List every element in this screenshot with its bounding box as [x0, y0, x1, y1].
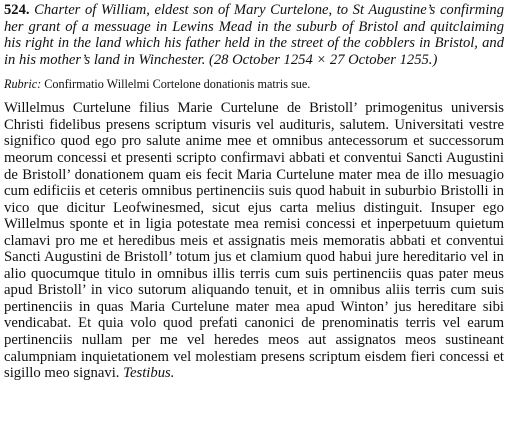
charter-body: Willelmus Curtelune filius Marie Curtelune de Bristoll’ primogenitus universis Christi fidelibus presens scriptum visuris vel audituris, salutem. Universitati vestre significo quod ego pro salute anime mee et omnibus antecessorum et successorum meorum concessi et presenti scripto confirmavi abbati et conventui Sancti Augustini de Bristoll’ donationem quam eis fecit Maria Curtelune mater mea de illo mesuagio cum edificiis et ceteris omnibus pertinenciis suis quod habuit in suburbio Bristolli in vico que dicitur Leofwinesmed, sicut ejus carta melius distinguit. Insuper ego Willelmus sponte et in ligia potestate mea remisi concessi et inperpetuum quietum clamavi pro me et heredibus meis et assignatis meis memoratis abbati et conventui Sancti Augustini de Bristoll’ totum jus et clamium quod habui jure hereditario vel in alio quocumque titulo in omnibus illis terris cum suis pertinenciis quas pater meus apud Bristoll’ in vico sutorum aliquando tenuit, et in omnibus aliis terris cum suis pertinenciis in quas Maria Curtelune mater mea apud Winton’ jus hereditare sibi vendicabat. Et quia volo quod prefati canonici de prenominatis terris vel earum pertinenciis nullam per me vel heredes meos aut assignatos meos sustineant calumpniam inquietationem vel molestiam presens scriptum eisdem fieri concessi et sigillo meo signavi.: [4, 100, 504, 382]
entry-number: 524.: [4, 2, 30, 18]
rubric-line: [4, 77, 504, 91]
rubric-text: Confirmatio Willelmi Cortelone donationis matris sue.: [44, 77, 311, 92]
rubric-label: Rubric:: [4, 77, 42, 92]
charter-closing: Testibus.: [123, 365, 175, 382]
entry-heading: [4, 2, 504, 68]
charter-text: [4, 100, 504, 381]
entry-description: Charter of William, eldest son of Mary Curtelone, to St Augustine’s confirming her grant of a messuage in Lewins Mead in the suburb of Bristol and quitclaiming his right in the land which his father held in the street of the cobblers in Bristol, and in his mother’s land in Winchester. (28 October 1254 × 27 October 1255.): [4, 2, 504, 68]
